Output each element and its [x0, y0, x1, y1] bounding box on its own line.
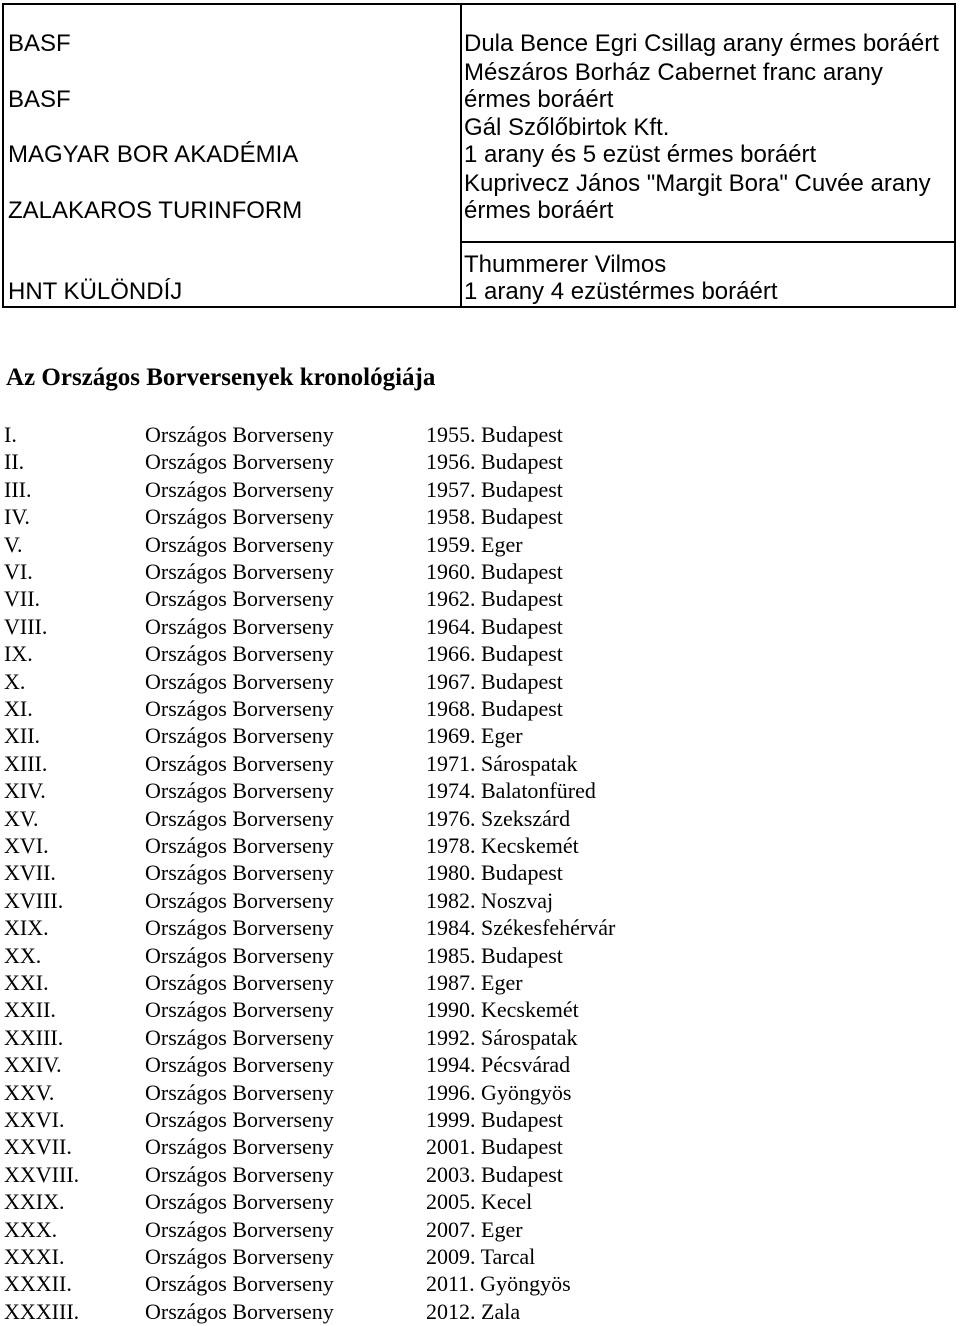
competition-name: Országos Borverseny	[145, 997, 334, 1023]
edition-number: XX.	[4, 942, 42, 968]
chronology-row	[0, 1216, 960, 1243]
edition-number: XXI.	[4, 970, 49, 995]
edition-number: VII.	[4, 586, 41, 612]
year-and-location: 1992. Sárospatak	[426, 1024, 578, 1050]
chronology-row	[0, 1270, 960, 1297]
award-winner: 1 arany és 5 ezüst érmes boráért	[464, 141, 817, 168]
edition-number: X.	[4, 668, 26, 694]
edition-number: XVII.	[4, 860, 56, 886]
edition-number: XIII.	[4, 750, 48, 776]
year-and-location: 2007. Eger	[426, 1216, 523, 1242]
competition-name: Országos Borverseny	[145, 1024, 334, 1050]
edition-number: IV.	[4, 504, 30, 530]
year-and-location: 1990. Kecskemét	[426, 997, 579, 1023]
year-and-location: 1956. Budapest	[426, 449, 563, 475]
edition-number: XIX.	[4, 915, 49, 941]
edition-number: VI.	[4, 559, 33, 584]
chronology-row	[0, 1051, 960, 1078]
competition-name: Országos Borverseny	[145, 1079, 334, 1105]
year-and-location: 1958. Budapest	[426, 504, 563, 530]
edition-number: XXXI.	[4, 1244, 65, 1269]
chronology-row	[0, 476, 960, 503]
edition-number: IX.	[4, 641, 33, 667]
edition-number: XXVIII.	[4, 1161, 80, 1187]
year-and-location: 1999. Budapest	[426, 1107, 563, 1132]
award-sponsor: MAGYAR BOR AKADÉMIA	[8, 141, 299, 168]
row-divider	[460, 241, 954, 243]
year-and-location: 1966. Budapest	[426, 641, 563, 667]
edition-number: XVIII.	[4, 887, 64, 913]
edition-number: XXIV.	[4, 1052, 62, 1078]
year-and-location: 1985. Budapest	[426, 942, 563, 968]
chronology-row	[0, 969, 960, 996]
competition-name: Országos Borverseny	[145, 668, 334, 694]
year-and-location: 1974. Balatonfüred	[426, 778, 596, 804]
year-and-location: 1984. Székesfehérvár	[426, 915, 616, 941]
chronology-row	[0, 832, 960, 859]
year-and-location: 1957. Budapest	[426, 476, 563, 502]
chronology-row	[0, 503, 960, 530]
competition-name: Országos Borverseny	[145, 970, 334, 995]
year-and-location: 1969. Eger	[426, 723, 523, 749]
competition-name: Országos Borverseny	[145, 860, 334, 886]
award-winner: Dula Bence Egri Csillag arany érmes boráért	[464, 30, 939, 57]
chronology-row	[0, 859, 960, 886]
chronology-row	[0, 695, 960, 722]
edition-number: XVI.	[4, 833, 49, 858]
competition-name: Országos Borverseny	[145, 1271, 334, 1297]
award-winner: érmes boráért	[464, 86, 614, 113]
chronology-row	[0, 1188, 960, 1215]
competition-name: Országos Borverseny	[145, 559, 334, 584]
competition-name: Országos Borverseny	[145, 778, 334, 804]
competition-name: Országos Borverseny	[145, 449, 334, 475]
award-winner: Mészáros Borház Cabernet franc arany	[464, 59, 883, 86]
chronology-row	[0, 942, 960, 969]
competition-name: Országos Borverseny	[145, 833, 334, 858]
chronology-row	[0, 1106, 960, 1133]
chronology-row	[0, 421, 960, 448]
competition-name: Országos Borverseny	[145, 613, 334, 639]
chronology-row	[0, 1133, 960, 1160]
edition-number: XXXIII.	[4, 1298, 80, 1324]
edition-number: XV.	[4, 805, 39, 831]
edition-number: I.	[4, 422, 17, 447]
chronology-row	[0, 531, 960, 558]
chronology-row	[0, 1161, 960, 1188]
edition-number: XXX.	[4, 1216, 58, 1242]
award-winner: Thummerer Vilmos	[464, 251, 667, 278]
year-and-location: 1994. Pécsvárad	[426, 1052, 571, 1078]
competition-name: Országos Borverseny	[145, 1134, 334, 1160]
chronology-row	[0, 777, 960, 804]
competition-name: Országos Borverseny	[145, 1244, 334, 1269]
award-sponsor: BASF	[8, 86, 71, 113]
competition-name: Országos Borverseny	[145, 1216, 334, 1242]
column-divider	[460, 5, 462, 306]
award-sponsor: HNT KÜLÖNDÍJ	[8, 278, 183, 305]
edition-number: XI.	[4, 696, 33, 721]
competition-name: Országos Borverseny	[145, 504, 334, 530]
year-and-location: 2011. Gyöngyös	[426, 1271, 571, 1297]
chronology-row	[0, 996, 960, 1023]
year-and-location: 1978. Kecskemét	[426, 833, 579, 858]
chronology-row	[0, 640, 960, 667]
section-heading: Az Országos Borversenyek kronológiája	[6, 364, 436, 391]
competition-name: Országos Borverseny	[145, 641, 334, 667]
competition-name: Országos Borverseny	[145, 1189, 334, 1215]
award-winner: Kuprivecz János "Margit Bora" Cuvée arany	[464, 170, 931, 197]
competition-name: Országos Borverseny	[145, 1161, 334, 1187]
edition-number: XXIX.	[4, 1189, 65, 1215]
year-and-location: 1962. Budapest	[426, 586, 563, 612]
competition-name: Országos Borverseny	[145, 750, 334, 776]
chronology-row	[0, 805, 960, 832]
edition-number: XXV.	[4, 1079, 55, 1105]
year-and-location: 2005. Kecel	[426, 1189, 533, 1215]
chronology-row	[0, 914, 960, 941]
year-and-location: 1960. Budapest	[426, 559, 563, 584]
chronology-row	[0, 613, 960, 640]
award-winner: Gál Szőlőbirtok Kft.	[464, 114, 670, 141]
edition-number: V.	[4, 531, 23, 557]
edition-number: XXVII.	[4, 1134, 72, 1160]
chronology-row	[0, 1243, 960, 1270]
chronology-row	[0, 1298, 960, 1325]
chronology-row	[0, 887, 960, 914]
competition-name: Országos Borverseny	[145, 942, 334, 968]
competition-name: Országos Borverseny	[145, 476, 334, 502]
edition-number: XXIII.	[4, 1024, 64, 1050]
competition-name: Országos Borverseny	[145, 723, 334, 749]
year-and-location: 1996. Gyöngyös	[426, 1079, 572, 1105]
competition-name: Országos Borverseny	[145, 805, 334, 831]
edition-number: VIII.	[4, 613, 48, 639]
chronology-row	[0, 750, 960, 777]
chronology-row	[0, 448, 960, 475]
competition-name: Országos Borverseny	[145, 1298, 334, 1324]
award-winner: 1 arany 4 ezüstérmes boráért	[464, 278, 778, 305]
competition-name: Országos Borverseny	[145, 586, 334, 612]
competition-name: Országos Borverseny	[145, 1107, 334, 1132]
year-and-location: 2009. Tarcal	[426, 1244, 536, 1269]
year-and-location: 1968. Budapest	[426, 696, 563, 721]
competition-name: Országos Borverseny	[145, 915, 334, 941]
year-and-location: 1964. Budapest	[426, 613, 563, 639]
year-and-location: 2003. Budapest	[426, 1161, 563, 1187]
award-sponsor: ZALAKAROS TURINFORM	[8, 197, 303, 224]
year-and-location: 1982. Noszvaj	[426, 887, 554, 913]
competition-name: Országos Borverseny	[145, 531, 334, 557]
year-and-location: 1987. Eger	[426, 970, 523, 995]
edition-number: XXVI.	[4, 1107, 65, 1132]
year-and-location: 1980. Budapest	[426, 860, 563, 886]
year-and-location: 1967. Budapest	[426, 668, 563, 694]
chronology-row	[0, 722, 960, 749]
chronology-row	[0, 558, 960, 585]
edition-number: XXXII.	[4, 1271, 72, 1297]
year-and-location: 2001. Budapest	[426, 1134, 563, 1160]
year-and-location: 1976. Szekszárd	[426, 805, 571, 831]
edition-number: XXII.	[4, 997, 56, 1023]
edition-number: II.	[4, 449, 25, 475]
edition-number: XII.	[4, 723, 41, 749]
year-and-location: 1959. Eger	[426, 531, 523, 557]
year-and-location: 1955. Budapest	[426, 422, 563, 447]
competition-name: Országos Borverseny	[145, 887, 334, 913]
year-and-location: 2012. Zala	[426, 1298, 521, 1324]
award-winner: érmes boráért	[464, 197, 614, 224]
competition-name: Országos Borverseny	[145, 422, 334, 447]
competition-name: Országos Borverseny	[145, 696, 334, 721]
year-and-location: 1971. Sárospatak	[426, 750, 578, 776]
chronology-row	[0, 585, 960, 612]
chronology-row	[0, 668, 960, 695]
edition-number: III.	[4, 476, 32, 502]
competition-name: Országos Borverseny	[145, 1052, 334, 1078]
chronology-row	[0, 1024, 960, 1051]
edition-number: XIV.	[4, 778, 46, 804]
award-sponsor: BASF	[8, 30, 71, 57]
chronology-row	[0, 1079, 960, 1106]
